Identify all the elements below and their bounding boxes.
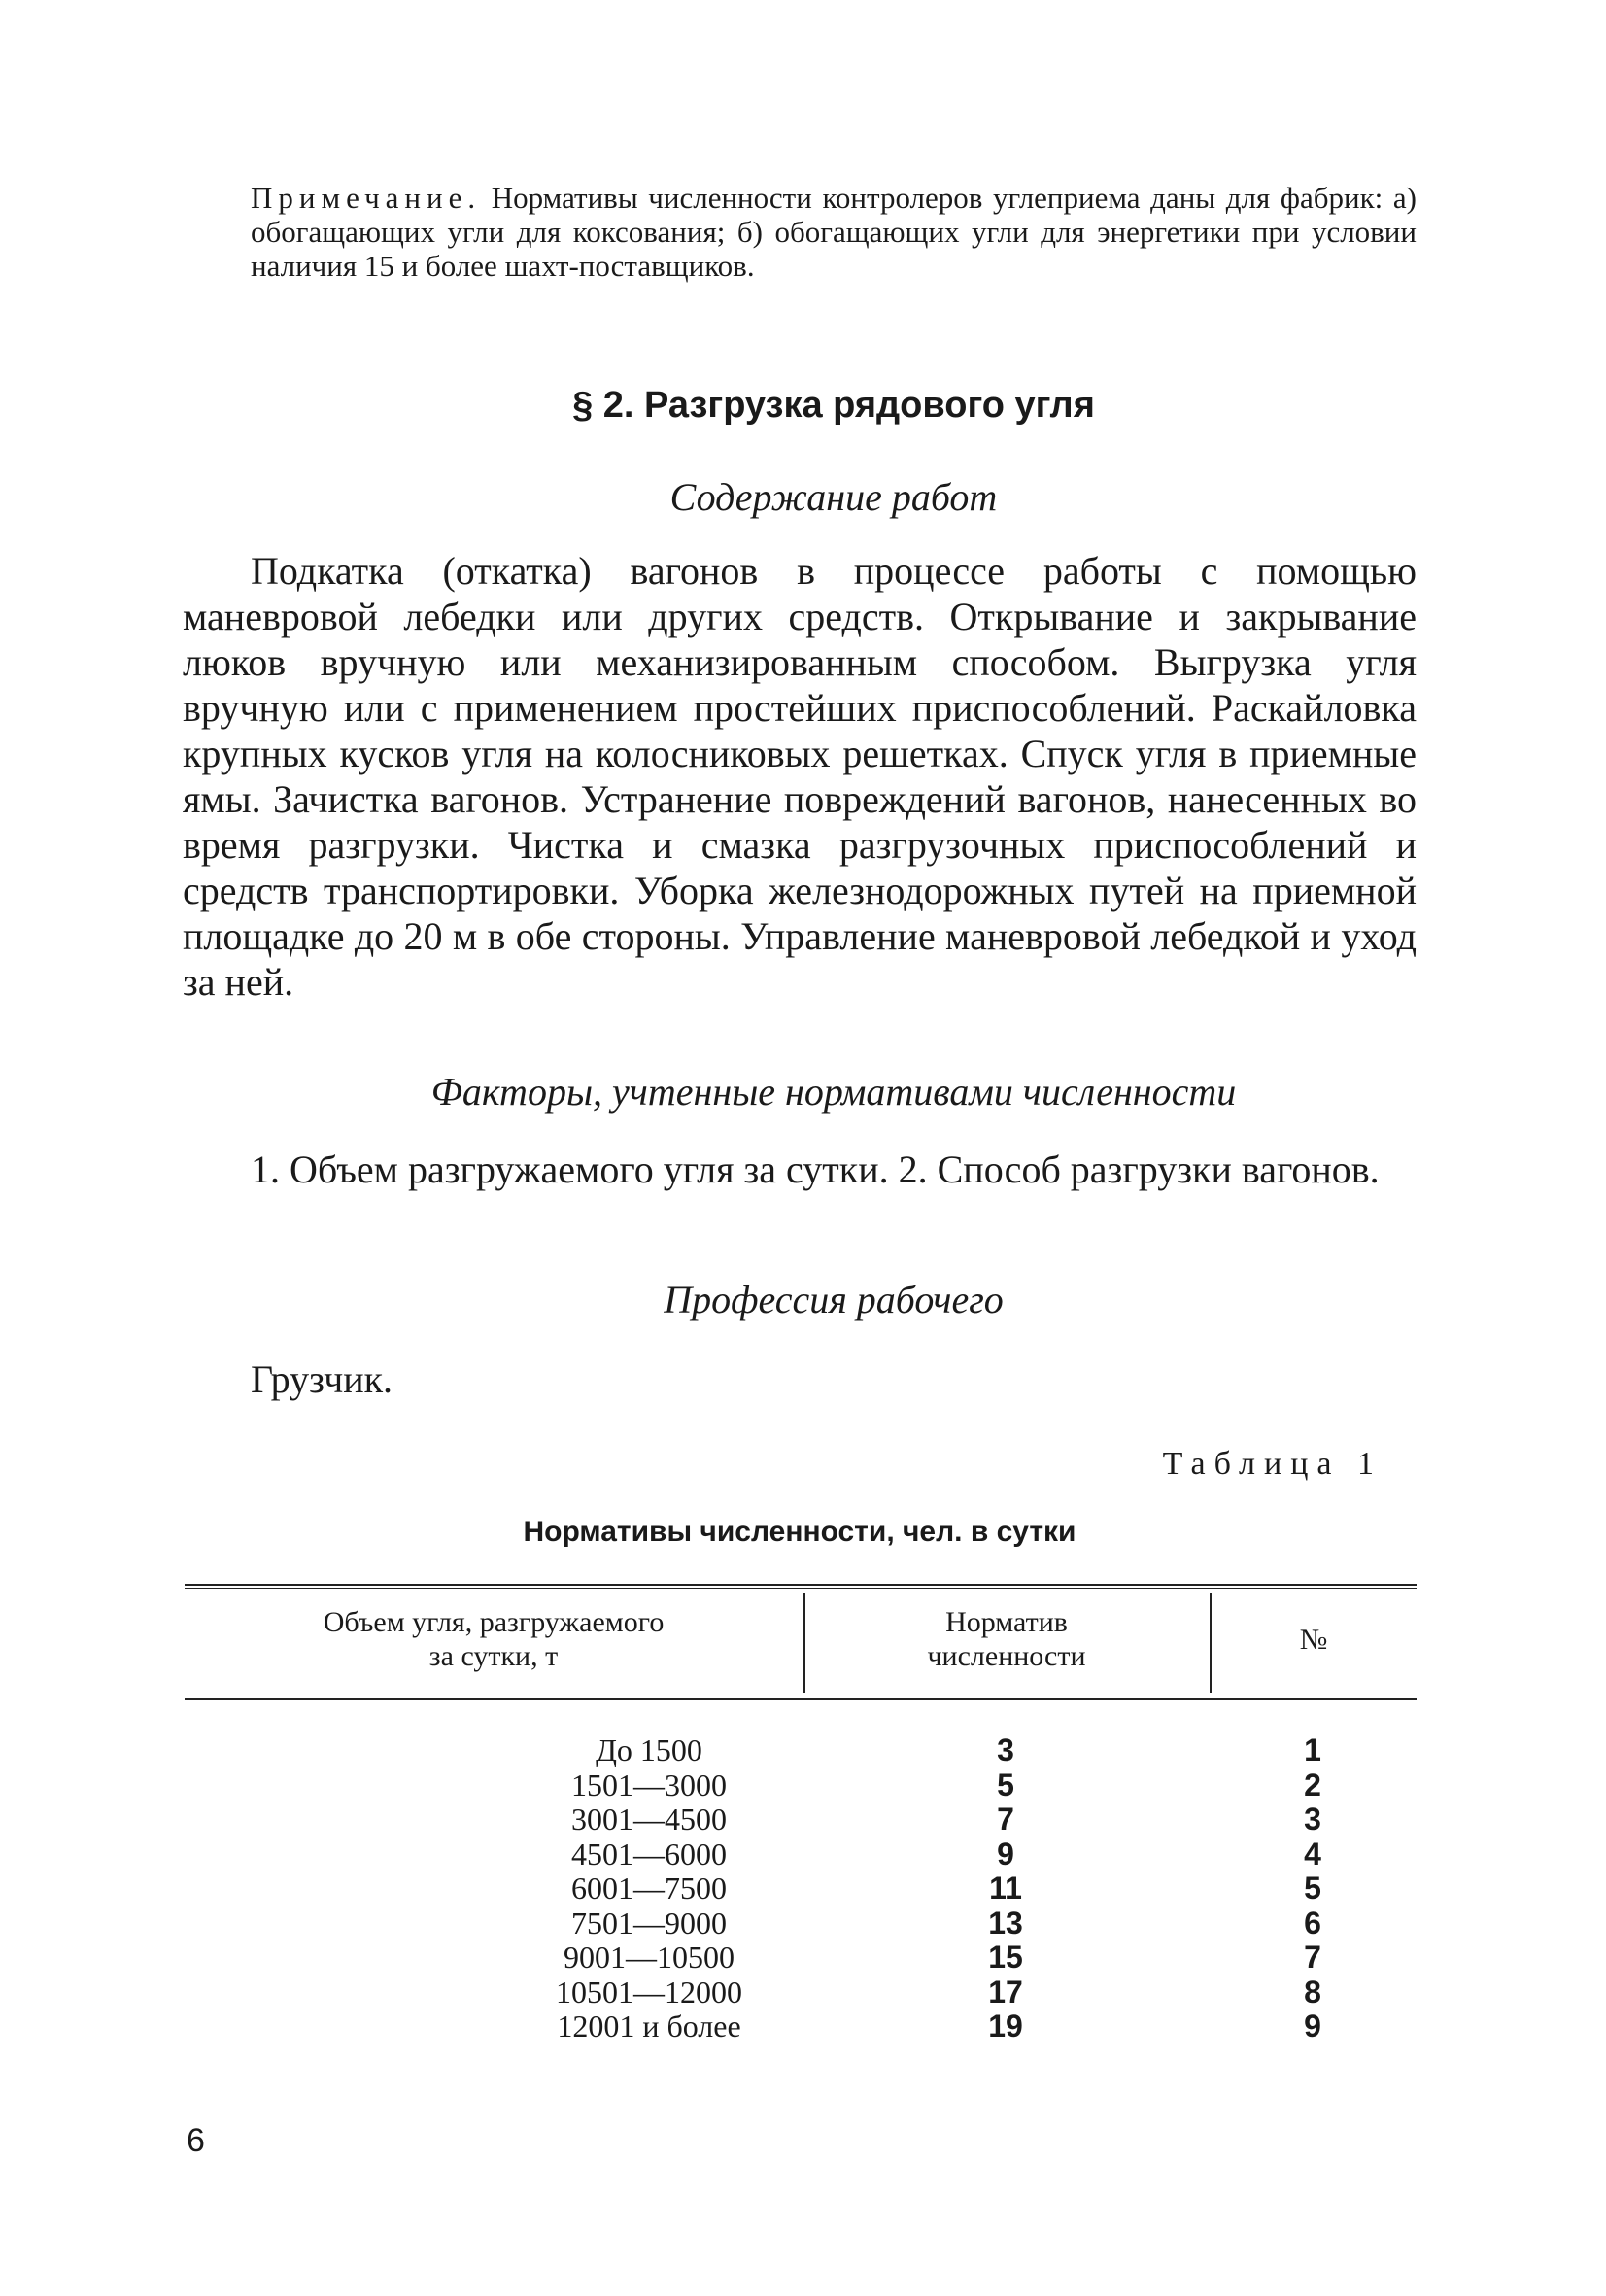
number-cell: 5 — [1304, 1870, 1321, 1905]
number-cell: 3 — [1304, 1801, 1321, 1836]
volume-cell: 4501—6000 — [571, 1835, 727, 1871]
content-paragraph: Подкатка (откатка) вагонов в процессе работы с помощью маневровой лебедки или других средств. Открывание и закрывание люков вручную или механизированным способом. Выгрузка угля вручную или с применением простейших приспособлений. Раскайловка крупных кусков угля на колосниковых решетках. Спуск угля в приемные ямы. Зачистка вагонов. Устранение повреждений вагонов, нанесенных во время разгрузки. Чистка и смазка разгрузочных приспособлений и средств транспортировки. Уборка железнодорожных путей на приемной площадке до 20 м в обе стороны. Управление маневровой лебедкой и уход за ней. — [183, 549, 1417, 1004]
profession-paragraph: Грузчик. — [251, 1357, 393, 1401]
factors-heading: Факторы, учтенные нормативами численности — [430, 1070, 1237, 1114]
header-norm — [804, 1605, 1209, 1673]
number-cell: 6 — [1304, 1904, 1321, 1940]
norm-cell: 9 — [997, 1835, 1014, 1871]
norm-cell: 13 — [988, 1904, 1023, 1940]
table-top-rule-thin — [185, 1588, 1417, 1589]
header-volume-line1: Объем угля, разгружаемого — [323, 1606, 665, 1638]
table-top-rule — [185, 1584, 1417, 1586]
table-body — [185, 1733, 1417, 2044]
norm-cell: 7 — [997, 1801, 1014, 1836]
header-volume — [185, 1605, 803, 1673]
table-header-rule — [185, 1698, 1417, 1700]
table-title: Нормативы численности, чел. в сутки — [523, 1516, 1076, 1548]
norm-cell: 19 — [988, 2008, 1023, 2043]
norm-cell: 5 — [997, 1766, 1014, 1802]
header-number: № — [1299, 1624, 1328, 1656]
page-number: 6 — [187, 2122, 205, 2159]
volume-cell: 7501—9000 — [571, 1904, 727, 1940]
number-cell: 8 — [1304, 1973, 1321, 2009]
table-label: Таблица 1 — [1162, 1446, 1383, 1482]
volume-cell: 10501—12000 — [556, 1973, 742, 2009]
section-title: § 2. Разгрузка рядового угля — [572, 385, 1095, 426]
table-row — [185, 1802, 1417, 1837]
volume-cell: До 1500 — [596, 1732, 702, 1767]
volume-cell: 9001—10500 — [564, 1939, 735, 1974]
note-text: Нормативы численности контролеров углеприема даны для фабрик: а) обогащающих угли для коксования; б) обогащающих угли для энергетики при условии наличия 15 и более шахт-поставщиков. — [251, 181, 1417, 283]
norm-cell: 15 — [988, 1939, 1023, 1974]
norm-cell: 11 — [989, 1870, 1022, 1905]
number-cell: 2 — [1304, 1766, 1321, 1802]
number-cell: 9 — [1304, 2008, 1321, 2043]
table-row — [185, 1837, 1417, 1872]
header-volume-line2: за сутки, т — [428, 1640, 559, 1672]
table-row — [185, 1768, 1417, 1803]
table-row — [185, 1871, 1417, 1906]
number-cell: 4 — [1304, 1835, 1321, 1871]
note-paragraph — [251, 181, 1417, 283]
header-norm-line2: численности — [927, 1640, 1086, 1672]
header-norm-line1: Норматив — [945, 1606, 1068, 1638]
volume-cell: 12001 и более — [557, 2008, 741, 2043]
number-cell: 7 — [1304, 1939, 1321, 1974]
table-row — [185, 1906, 1417, 1941]
profession-heading: Профессия рабочего — [664, 1278, 1004, 1321]
content-heading: Содержание работ — [669, 475, 998, 519]
factors-paragraph: 1. Объем разгружаемого угля за сутки. 2. Способ разгрузки вагонов. — [251, 1148, 1380, 1191]
note-label: Примечание. — [251, 181, 482, 215]
table-row — [185, 1940, 1417, 1975]
table-row — [185, 1975, 1417, 2010]
table-row — [185, 2009, 1417, 2044]
volume-cell: 1501—3000 — [571, 1766, 727, 1802]
number-cell: 1 — [1304, 1732, 1321, 1767]
table-row — [185, 1733, 1417, 1768]
norm-cell: 3 — [997, 1732, 1014, 1767]
volume-cell: 3001—4500 — [571, 1801, 727, 1836]
volume-cell: 6001—7500 — [571, 1870, 727, 1905]
norm-cell: 17 — [988, 1973, 1023, 2009]
